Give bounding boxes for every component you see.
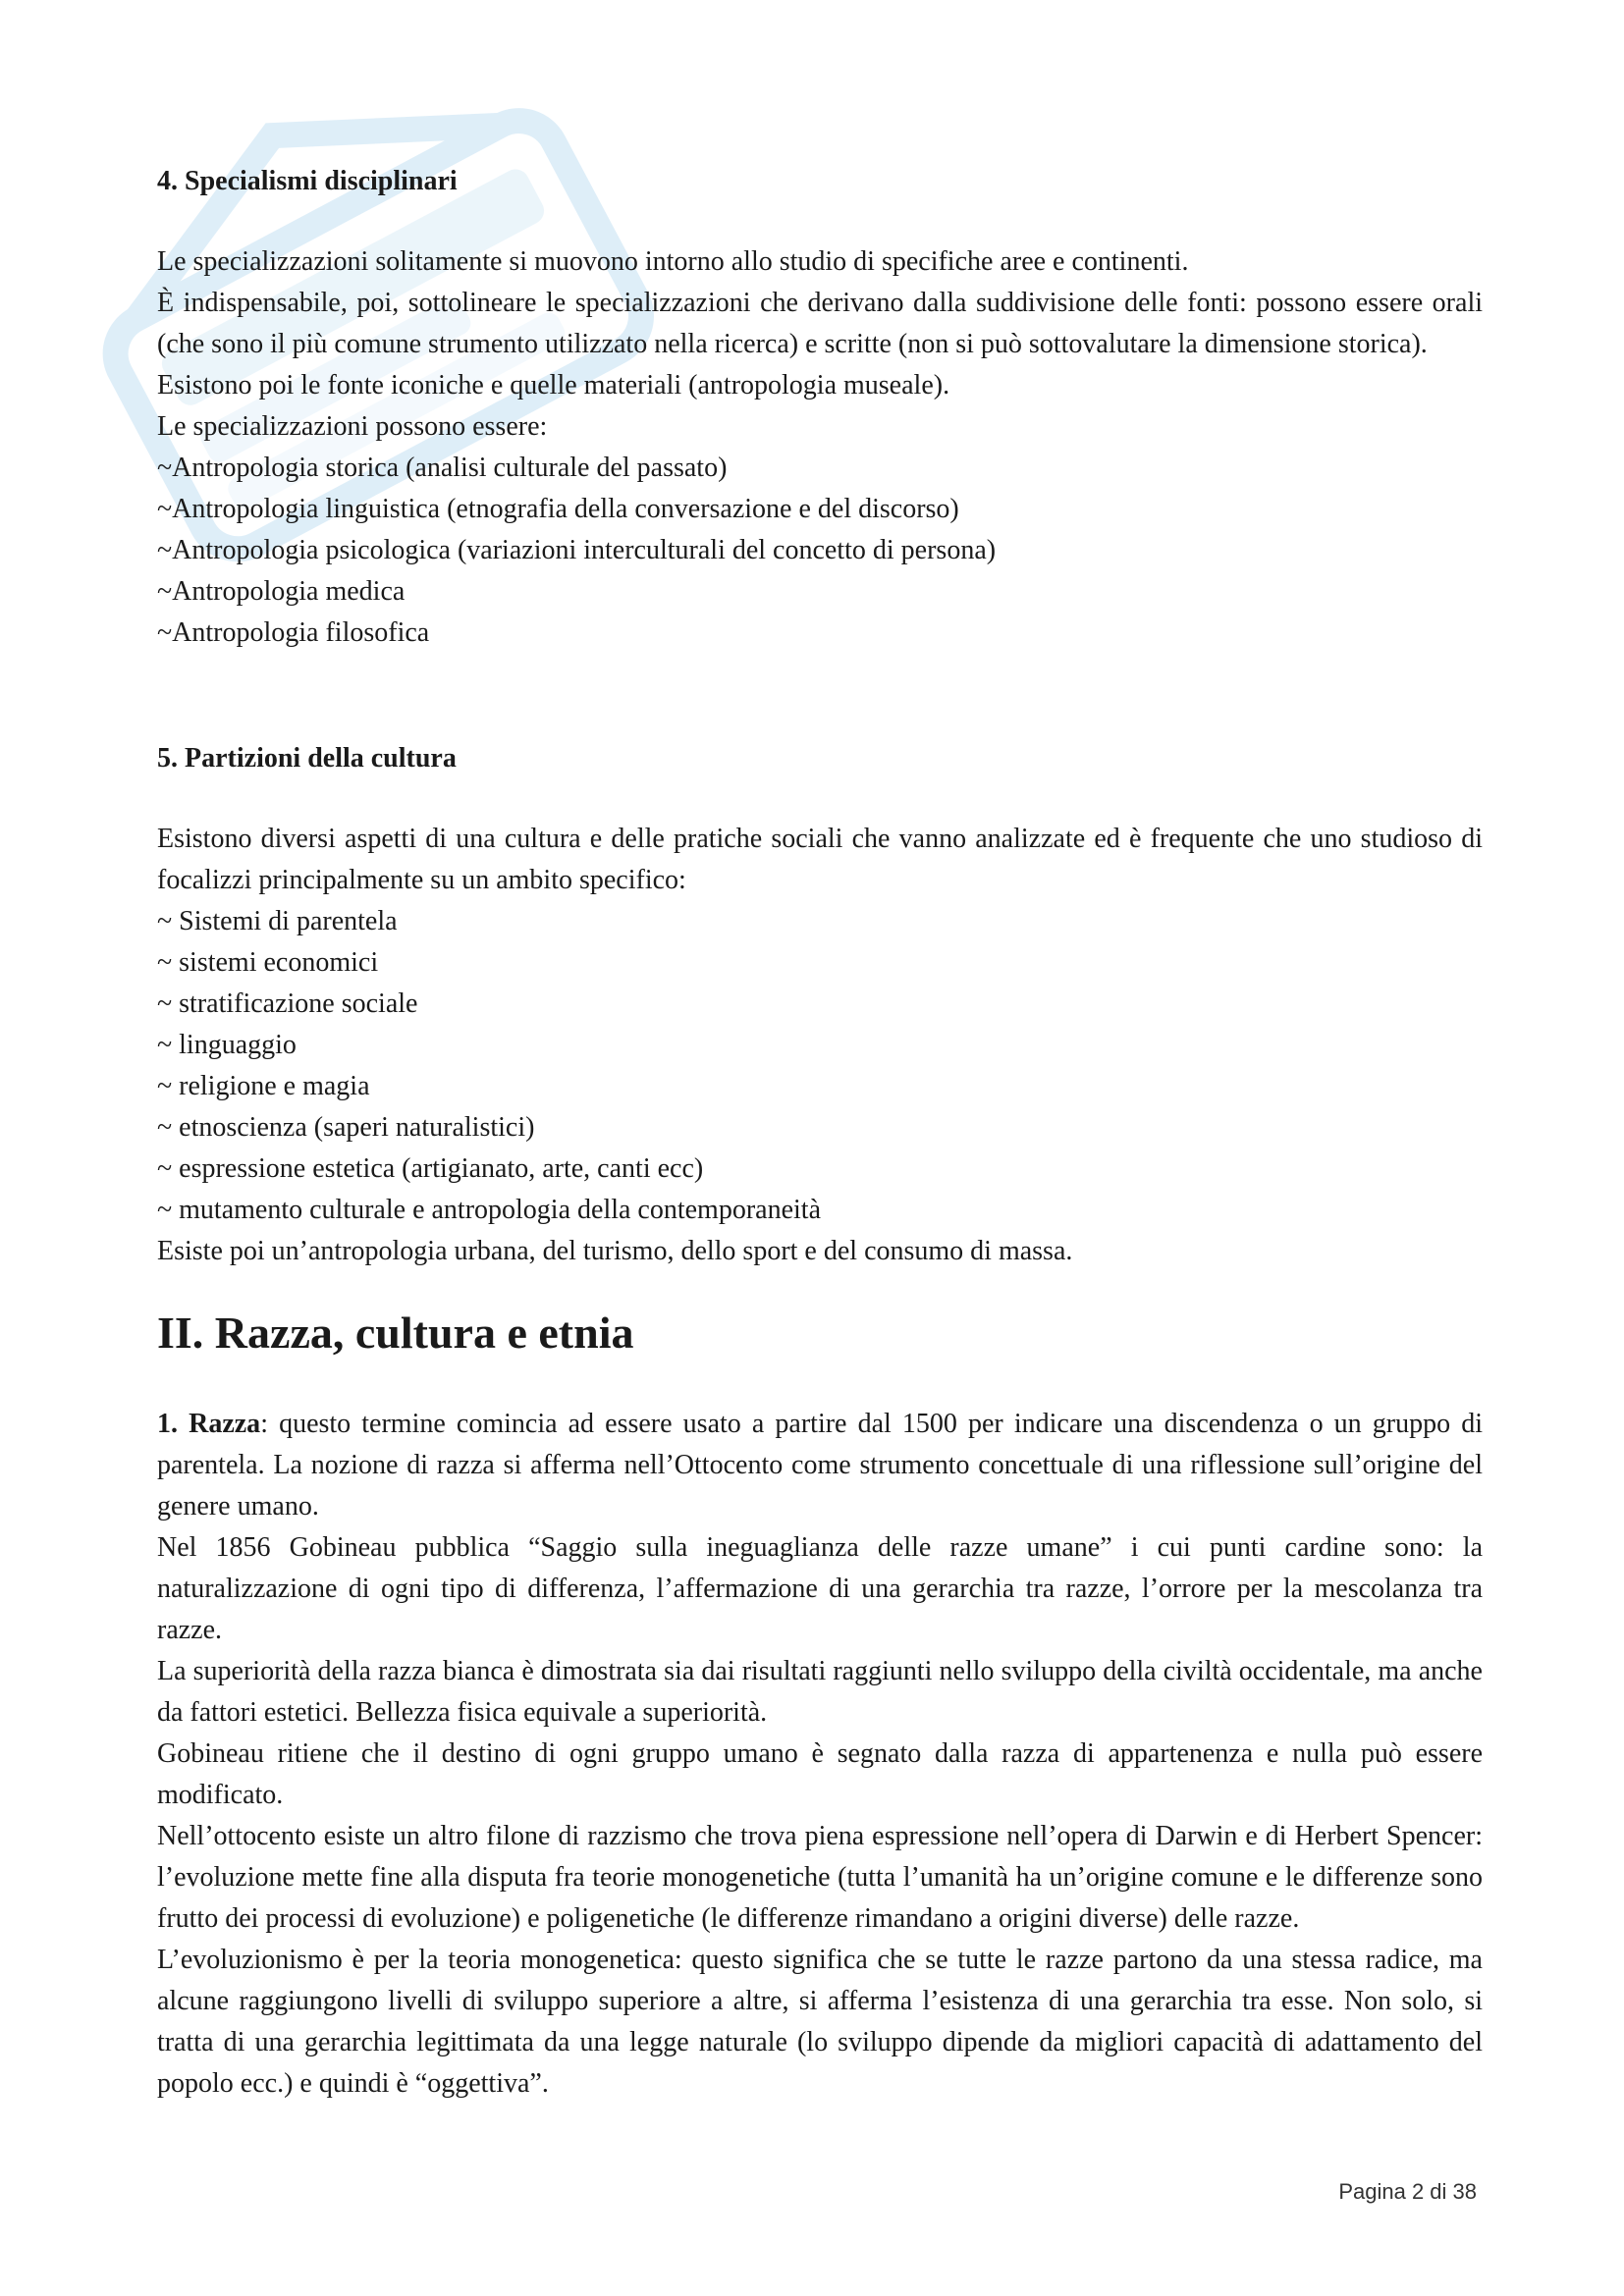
- section-heading: 4. Specialismi disciplinari: [157, 166, 458, 196]
- section4-body: [157, 241, 1483, 654]
- paragraph: È indispensabile, poi, sottolineare le specializzazioni che derivano dalla suddivisione delle fonti: possono essere orali (che sono il più comune strumento utilizzato nella ricerca) e scritte (non si può sottovalutare la dimensione storica).: [157, 288, 1483, 359]
- list-item: ~ stratificazione sociale: [157, 988, 418, 1019]
- chapter-title: II. Razza, cultura e etnia: [157, 1308, 634, 1358]
- chapter2-body: [157, 1404, 1483, 2105]
- list-item: ~Antropologia filosofica: [157, 617, 430, 648]
- term-razza: 1. Razza: [157, 1409, 261, 1439]
- paragraph: L’evoluzionismo è per la teoria monogenetica: questo significa che se tutte le razze partono da una stessa radice, ma alcune raggiungono livelli di sviluppo superiore a altre, si afferma l’esistenza di una gerarchia tra esse. Non solo, si tratta di una gerarchia legittimata da una legge naturale (lo sviluppo dipende da migliori capacità di adattamento del popolo ecc.) e quindi è “oggettiva”.: [157, 1945, 1483, 2099]
- list-item: ~ mutamento culturale e antropologia della contemporaneità: [157, 1195, 822, 1225]
- list-item: ~ religione e magia: [157, 1071, 370, 1101]
- page-number: Pagina 2 di 38: [1338, 2179, 1477, 2204]
- paragraph: Le specializzazioni possono essere:: [157, 411, 548, 442]
- list-item: ~Antropologia medica: [157, 576, 406, 607]
- paragraph: Nel 1856 Gobineau pubblica “Saggio sulla ineguaglianza delle razze umane” i cui punti cardine sono: la naturalizzazione di ogni tipo di differenza, l’affermazione di una gerarchia tra razze, l’orrore per la mescolanza tra razze.: [157, 1532, 1483, 1645]
- list-item: ~ Sistemi di parentela: [157, 906, 398, 936]
- paragraph: La superiorità della razza bianca è dimostrata sia dai risultati raggiunti nello sviluppo della civiltà occidentale, ma anche da fattori estetici. Bellezza fisica equivale a superiorità.: [157, 1656, 1483, 1728]
- paragraph: Le specializzazioni solitamente si muovono intorno allo studio di specifiche aree e continenti.: [157, 246, 1189, 277]
- paragraph: [157, 1404, 1483, 1527]
- list-item: ~ sistemi economici: [157, 947, 379, 978]
- list-item: ~Antropologia linguistica (etnografia della conversazione e del discorso): [157, 494, 959, 524]
- paragraph: Esiste poi un’antropologia urbana, del turismo, dello sport e del consumo di massa.: [157, 1236, 1073, 1266]
- list-item: ~ espressione estetica (artigianato, arte, canti ecc): [157, 1153, 704, 1184]
- list-item: ~Antropologia psicologica (variazioni interculturali del concetto di persona): [157, 535, 997, 565]
- paragraph: Esistono diversi aspetti di una cultura e delle pratiche sociali che vanno analizzate ed è frequente che uno studioso di focalizzi principalmente su un ambito specifico:: [157, 824, 1483, 895]
- list-item: ~ etnoscienza (saperi naturalistici): [157, 1112, 535, 1143]
- section-heading: 5. Partizioni della cultura: [157, 743, 457, 774]
- paragraph: Nell’ottocento esiste un altro filone di razzismo che trova piena espressione nell’opera di Darwin e di Herbert Spencer: l’evoluzione mette fine alla disputa fra teorie monogenetiche (tutta l’umanità ha un’origine comune e le differenze sono frutto dei processi di evoluzione) e poligenetiche (le differenze rimandano a origini diverse) delle razze.: [157, 1821, 1483, 1934]
- paragraph: Esistono poi le fonte iconiche e quelle materiali (antropologia museale).: [157, 370, 950, 400]
- list-item: ~Antropologia storica (analisi culturale del passato): [157, 453, 728, 483]
- paragraph-text: : questo termine comincia ad essere usato a partire dal 1500 per indicare una discendenza o un gruppo di parentela. La nozione di razza si afferma nell’Ottocento come strumento concettuale di una riflessione sull’origine del genere umano.: [157, 1409, 1483, 1522]
- section5-body: [157, 819, 1483, 1272]
- list-item: ~ linguaggio: [157, 1030, 297, 1060]
- paragraph: Gobineau ritiene che il destino di ogni gruppo umano è segnato dalla razza di appartenenza e nulla può essere modificato.: [157, 1738, 1483, 1810]
